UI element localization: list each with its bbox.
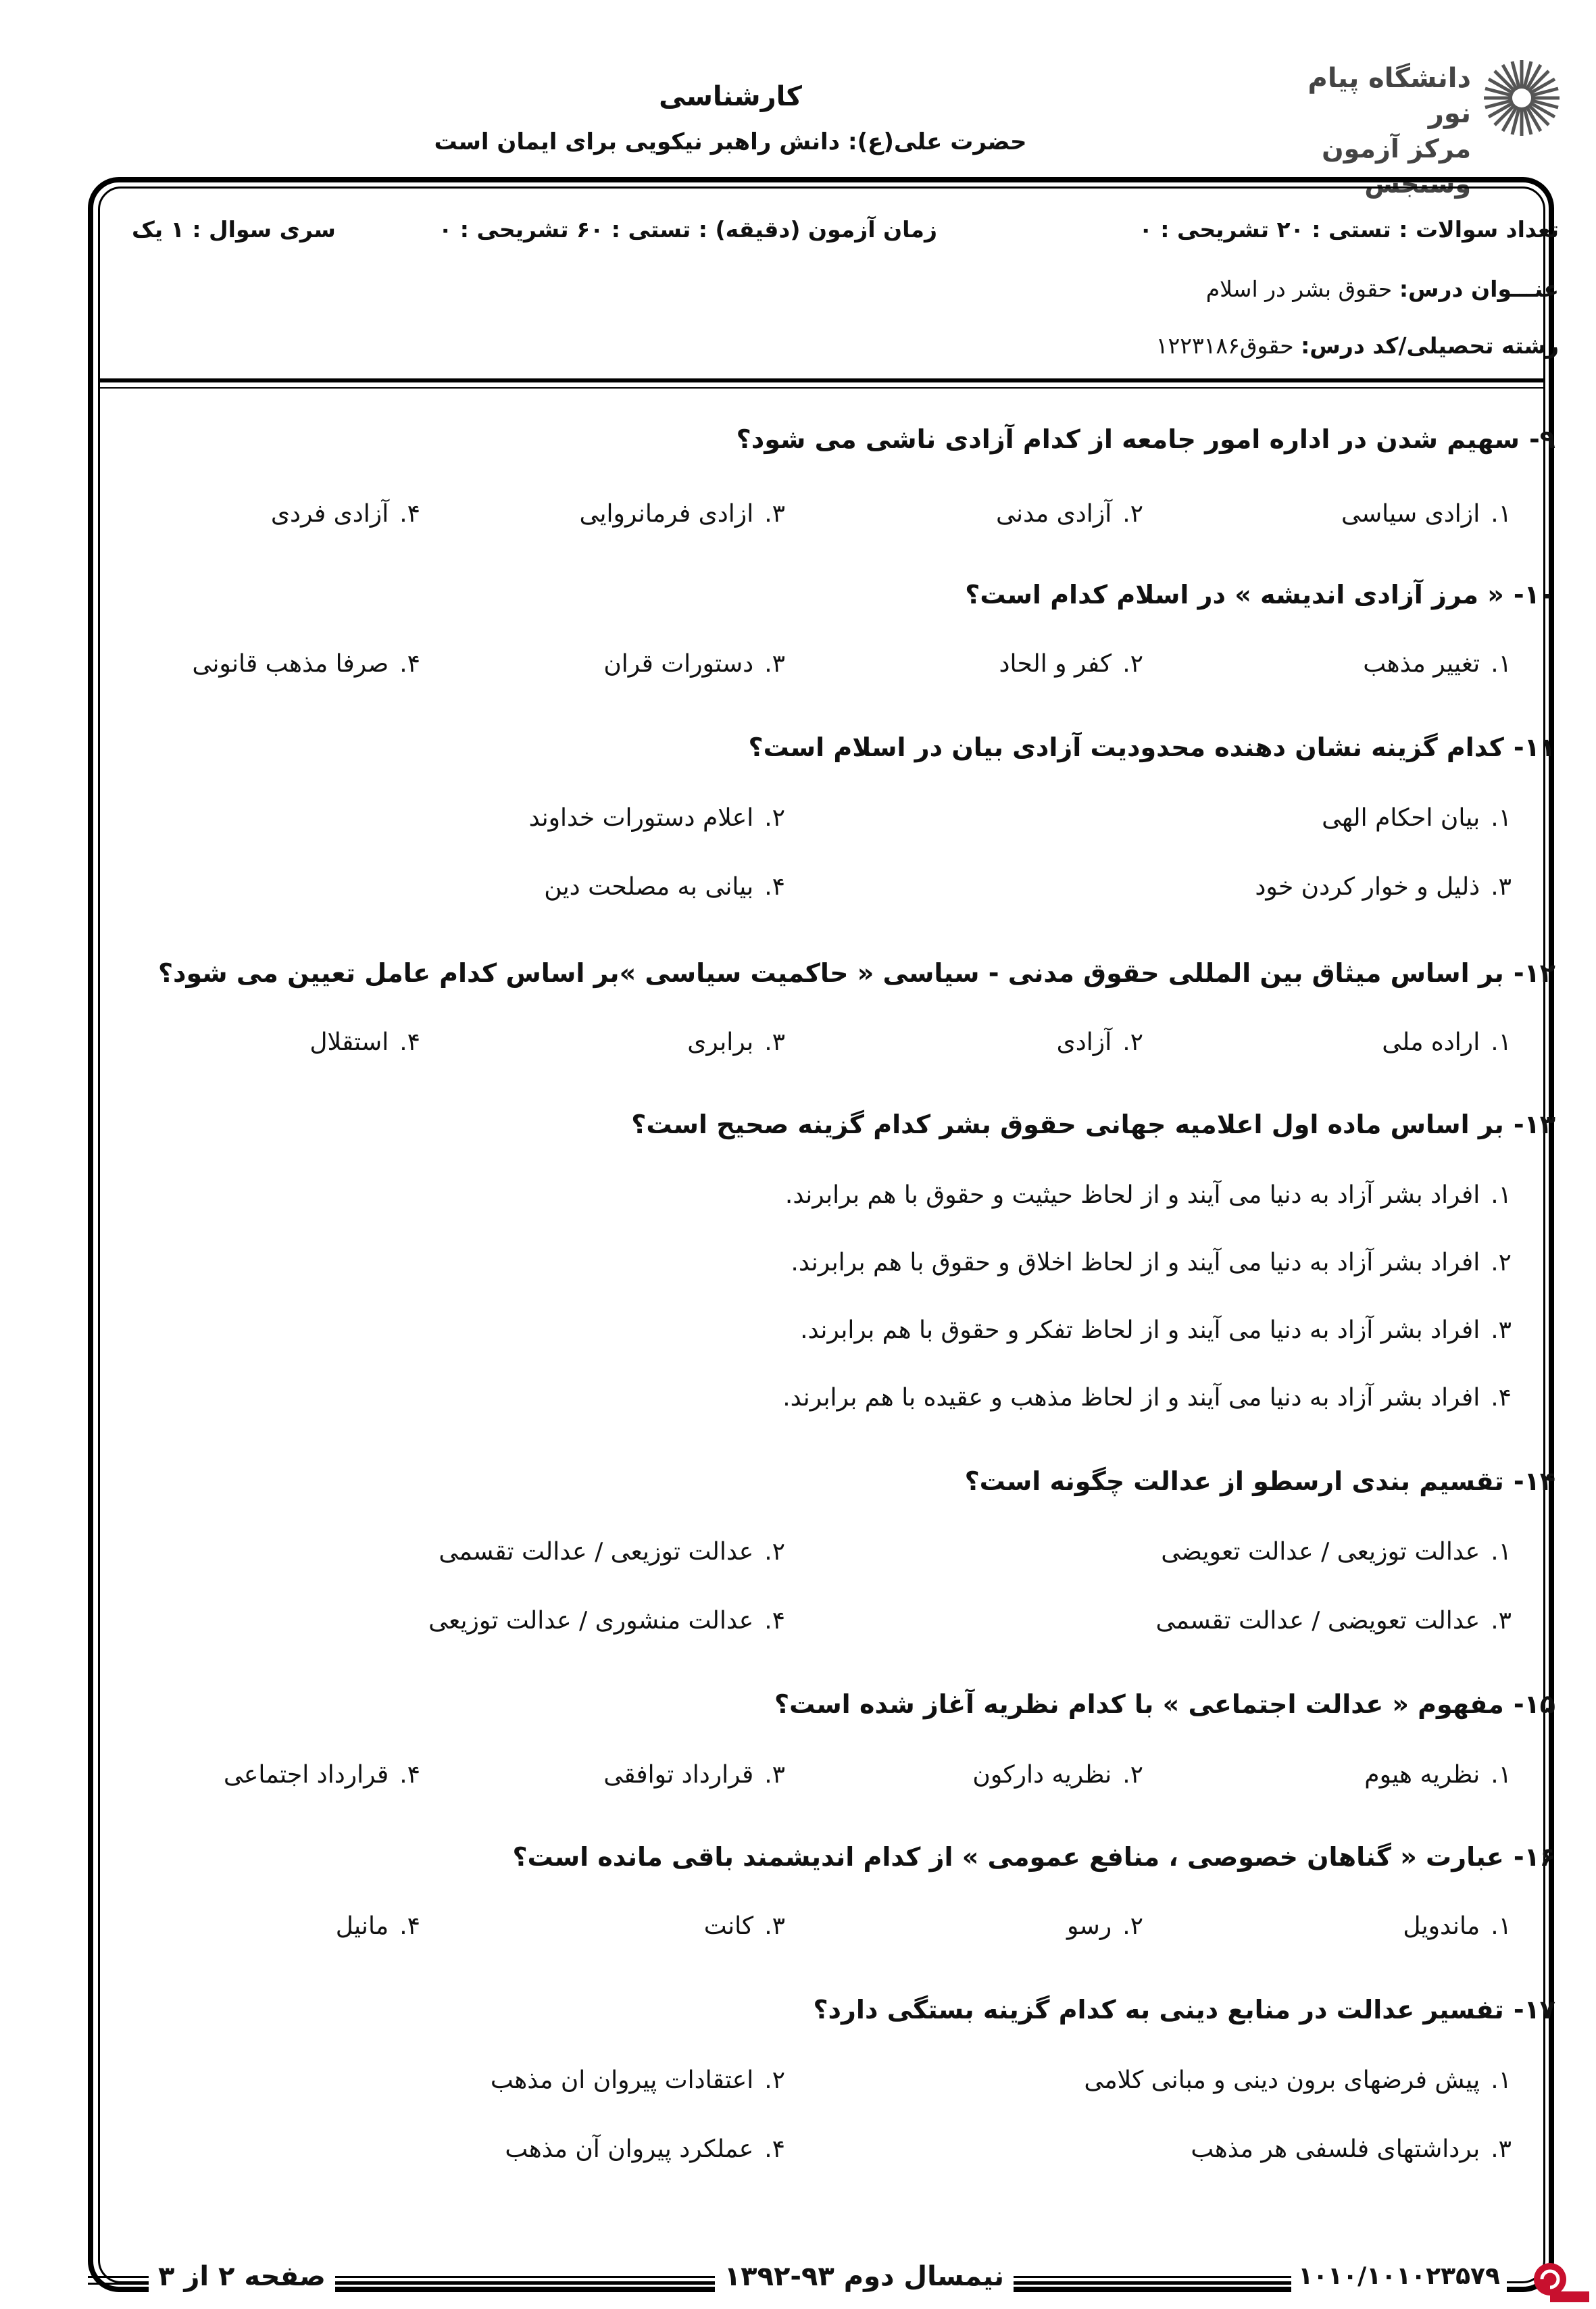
- exam-info-row: [118, 216, 1559, 250]
- option-1[interactable]: ۱.ماندویل: [1403, 1912, 1512, 1940]
- question-text: تفسیر عدالت در منابع دینی به کدام گزینه بستگی دارد؟: [813, 1995, 1504, 2025]
- question-number: ۹-: [1529, 424, 1555, 454]
- option-1[interactable]: ۱.عدالت توزیعی / عدالت تعویضی: [1161, 1538, 1512, 1566]
- exam-time: زمان آزمون (دقیقه) : تستی : ۶۰ تشریحی : ۰: [439, 216, 937, 243]
- question-text: عبارت « گناهان خصوصی ، منافع عمومی » از کدام اندیشمند باقی مانده است؟: [512, 1842, 1504, 1872]
- option-2[interactable]: ۲.کفر و الحاد: [999, 650, 1143, 678]
- question-text: کدام گزینه نشان دهنده محدودیت آزادی بیان در اسلام است؟: [748, 733, 1504, 762]
- option-1[interactable]: ۱.ازادی سیاسی: [1341, 500, 1512, 528]
- exam-level: کارشناسی: [659, 81, 802, 112]
- question-number: ۱۲-: [1513, 958, 1555, 988]
- header-divider: [99, 378, 1544, 382]
- option-3[interactable]: ۳.برابری: [687, 1028, 785, 1056]
- question-text: مفهوم « عدالت اجتماعی » با کدام نظریه آغاز شده است؟: [774, 1689, 1504, 1719]
- question-9: [737, 424, 1555, 454]
- field-code: حقوق۱۲۲۳۱۸۶: [1155, 332, 1294, 359]
- question-number: ۱۳-: [1513, 1110, 1555, 1139]
- question-number: ۱۷-: [1513, 1995, 1555, 2025]
- option-3[interactable]: ۳.کانت: [703, 1912, 785, 1940]
- question-text: سهیم شدن در اداره امور جامعه از کدام آزادی ناشی می شود؟: [736, 424, 1520, 454]
- question-17: [814, 1995, 1555, 2025]
- semester-label: نیمسال دوم ۹۳-۱۳۹۲: [715, 2257, 1014, 2296]
- option-4[interactable]: ۴.قرارداد اجتماعی: [223, 1761, 420, 1789]
- question-number: ۱۶-: [1513, 1842, 1555, 1872]
- option-3[interactable]: ۳.ذلیل و خوار کردن خود: [1255, 873, 1512, 901]
- question-number: ۱۵-: [1513, 1689, 1555, 1719]
- option-1[interactable]: ۱.تغییر مذهب: [1363, 650, 1512, 678]
- question-12: [158, 958, 1555, 988]
- option-1[interactable]: ۱.نظریه هیوم: [1364, 1761, 1512, 1789]
- exam-code: ۱۰۱۰/۱۰۱۰۲۳۵۷۹: [1291, 2257, 1507, 2296]
- question-13: [631, 1110, 1555, 1139]
- option-4[interactable]: ۴.آزادی فردی: [270, 500, 420, 528]
- center-name: مرکز آزمون وسنجش: [1322, 134, 1471, 199]
- question-10: [965, 580, 1555, 610]
- option-4[interactable]: ۴.صرفا مذهب قانونی: [192, 650, 420, 678]
- option-3[interactable]: ۳.قرارداد توافقی: [603, 1761, 785, 1789]
- question-number: ۱۰-: [1513, 580, 1555, 610]
- page-footer: [88, 2257, 1554, 2298]
- option-3[interactable]: ۳.برداشتهای فلسفی هر مذهب: [1191, 2135, 1512, 2163]
- option-4[interactable]: ۴.بیانی به مصلحت دین: [544, 873, 785, 901]
- option-2[interactable]: ۲.رسو: [1067, 1912, 1143, 1940]
- course-title: حقوق بشر در اسلام: [1205, 276, 1393, 302]
- question-16: [512, 1842, 1555, 1872]
- option-1[interactable]: ۱.پیش فرضهای برون دینی و مبانی کلامی: [1084, 2066, 1512, 2094]
- option-4[interactable]: ۴.عدالت منشوری / عدالت توزیعی: [428, 1607, 785, 1635]
- option-2[interactable]: ۲.نظریه دارکون: [972, 1761, 1143, 1789]
- question-text: « مرز آزادی اندیشه » در اسلام کدام است؟: [965, 580, 1504, 610]
- university-name: دانشگاه پیام نور: [1307, 63, 1471, 129]
- question-15: [774, 1689, 1555, 1719]
- field-code-row: [1156, 332, 1559, 359]
- option-1[interactable]: ۱.اراده ملی: [1382, 1028, 1512, 1056]
- option-3[interactable]: ۳.افراد بشر آزاد به دنیا می آیند و از لحاظ تفکر و حقوق با هم برابرند.: [800, 1316, 1512, 1344]
- option-4[interactable]: ۴.استقلال: [309, 1028, 420, 1056]
- option-2[interactable]: ۲.عدالت توزیعی / عدالت تقسمی: [439, 1538, 785, 1566]
- option-3[interactable]: ۳.عدالت تعویضی / عدالت تقسمی: [1155, 1607, 1512, 1635]
- watermark-badge-icon: [1530, 2258, 1591, 2305]
- option-4[interactable]: ۴.مانیل: [335, 1912, 420, 1940]
- option-2[interactable]: ۲.آزادی مدنی: [995, 500, 1143, 528]
- option-1[interactable]: ۱.افراد بشر آزاد به دنیا می آیند و از لحاظ حیثیت و حقوق با هم برابرند.: [784, 1181, 1512, 1209]
- option-4[interactable]: ۴.افراد بشر آزاد به دنیا می آیند و از لحاظ مذهب و عقیده با هم برابرند.: [782, 1384, 1512, 1412]
- option-1[interactable]: ۱.بیان احکام الهی: [1322, 804, 1512, 832]
- option-2[interactable]: ۲.آزادی: [1056, 1028, 1143, 1056]
- course-title-row: [1206, 276, 1559, 302]
- question-11: [749, 733, 1555, 762]
- option-2[interactable]: ۲.اعتقادات پیروان ان مذهب: [490, 2066, 785, 2094]
- field-code-label: رشته تحصیلی/کد درس:: [1301, 332, 1559, 359]
- header-divider-thin: [99, 387, 1544, 389]
- question-text: بر اساس میثاق بین المللی حقوق مدنی - سیاسی « حاکمیت سیاسی »بر اساس کدام عامل تعیین می شود؟: [157, 958, 1504, 988]
- option-4[interactable]: ۴.عملکرد پیروان آن مذهب: [505, 2135, 785, 2163]
- option-2[interactable]: ۲.افراد بشر آزاد به دنیا می آیند و از لحاظ اخلاق و حقوق با هم برابرند.: [791, 1249, 1512, 1276]
- question-14: [965, 1466, 1555, 1496]
- header-quote: حضرت علی(ع): دانش راهبر نیکویی برای ایمان است: [434, 128, 1027, 155]
- question-text: تقسیم بندی ارسطو از عدالت چگونه است؟: [964, 1466, 1504, 1496]
- question-text: بر اساس ماده اول اعلامیه جهانی حقوق بشر کدام گزینه صحیح است؟: [631, 1110, 1504, 1139]
- option-3[interactable]: ۳.دستورات قران: [603, 650, 785, 678]
- question-number: ۱۴-: [1513, 1466, 1555, 1496]
- question-count: تعداد سوالات : تستی : ۲۰ تشریحی : ۰: [1139, 216, 1559, 243]
- option-2[interactable]: ۲.اعلام دستورات خداوند: [528, 804, 785, 832]
- option-3[interactable]: ۳.ازادی فرمانروایی: [579, 500, 785, 528]
- question-number: ۱۱-: [1513, 733, 1555, 762]
- top-header: [0, 41, 1596, 199]
- page-number: صفحه ۲ از ۳: [149, 2257, 335, 2296]
- question-series: سری سوال : ۱ یک: [132, 216, 336, 243]
- course-title-label: عنـــوان درس:: [1399, 276, 1559, 302]
